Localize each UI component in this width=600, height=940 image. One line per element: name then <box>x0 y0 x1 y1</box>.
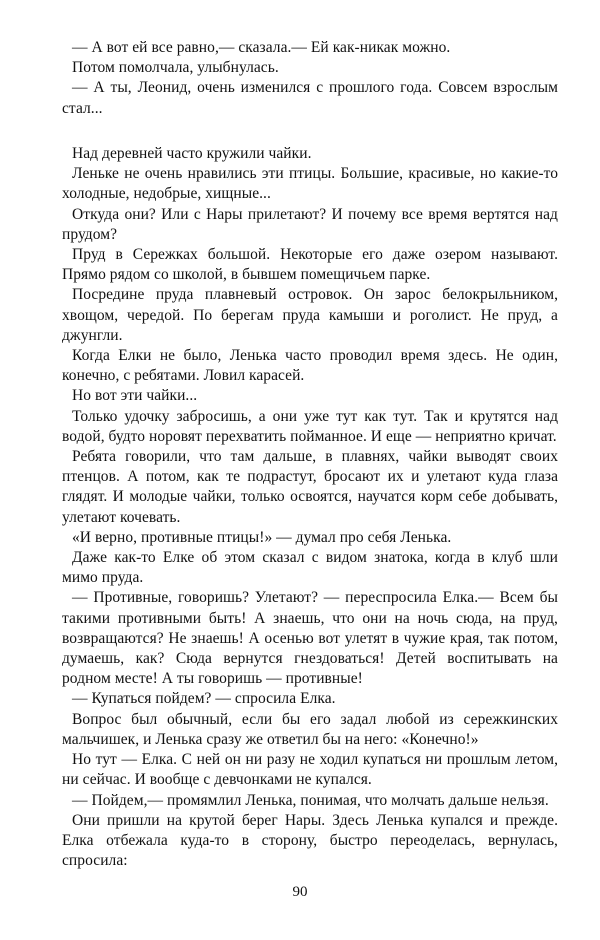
paragraph: Посредине пруда плавневый островок. Он зарос белокрыльником, хвощом, чередой. По берегам пруда камыши и роголист. Не пруд, а джунгли. <box>62 286 558 344</box>
paragraph: Над деревней часто кружили чайки. <box>72 145 312 162</box>
paragraph: Они пришли на крутой берег Нары. Здесь Ленька купался и прежде. Елка отбежала куда-то в сторону, быстро переоделась, вернулась, спросила: <box>62 811 558 870</box>
paragraph: Откуда они? Или с Нары прилетают? И почему все время вертятся над прудом? <box>62 205 558 243</box>
paragraph: Потом помолчала, улыбнулась. <box>72 59 279 77</box>
paragraph: Ребята говорили, что там дальше, в плавнях, чайки выводят своих птенцов. А потом, как те подрастут, бросают их и улетают куда глаза глядят. И молодые чайки, только освоятся, научатся корм себе добывать, улетают кочевать. <box>62 448 558 526</box>
paragraph: Пруд в Сережках большой. Некоторые его даже озером называют. Прямо рядом со школой, в бывшем помещичьем парке. <box>62 246 558 284</box>
paragraph: — Пойдем,— промямлил Ленька, понимая, что молчать дальше нельзя. <box>72 791 549 809</box>
paragraph: — Противные, говоришь? Улетают? — переспросила Елка.— Всем бы такими противными быть! А знаешь, что они на ночь сюда, на пруд, возвращаются? Не знаешь! А осенью вот улетят в чужие края, так потом, думаешь, как? Сюда вернутся гнездоваться! Детей воспитывать на родном месте! А ты говоришь — противные! <box>62 589 558 688</box>
paragraph: Даже как-то Елке об этом сказал с видом знатока, когда в клуб шли мимо пруда. <box>62 549 558 587</box>
paragraph: — А ты, Леонид, очень изменился с прошлого года. Совсем взрослым стал... <box>62 79 558 117</box>
paragraph: Когда Елки не было, Ленька часто проводил время здесь. Не один, конечно, с ребятами. Ловил карасей. <box>62 347 558 385</box>
dialogue-section-top <box>62 38 558 119</box>
page-number: 90 <box>292 884 308 900</box>
paragraph: Но тут — Елка. С ней он ни разу не ходил купаться ни прошлым летом, ни сейчас. И вообще с девчонками не купался. <box>62 751 558 789</box>
main-text-section <box>62 144 558 871</box>
paragraph: Вопрос был обычный, если бы его задал любой из сережкинских мальчишек, и Ленька сразу же ответил бы на него: «Конечно!» <box>62 710 558 748</box>
paragraph: Но вот эти чайки... <box>72 387 198 405</box>
paragraph: — А вот ей все равно,— сказала.— Ей как-никак можно. <box>72 39 451 56</box>
paragraph: — Купаться пойдем? — спросила Елка. <box>72 690 336 708</box>
paragraph: Леньке не очень нравились эти птицы. Большие, красивые, но какие-то холодные, недобрые, хищные... <box>62 165 558 203</box>
paragraph: «И верно, противные птицы!» — думал про себя Ленька. <box>72 528 452 546</box>
paragraph: Только удочку забросишь, а они уже тут как тут. Так и крутятся над водой, будто норовят перехватить пойманное. И еще — неприятно кричат. <box>62 407 558 445</box>
